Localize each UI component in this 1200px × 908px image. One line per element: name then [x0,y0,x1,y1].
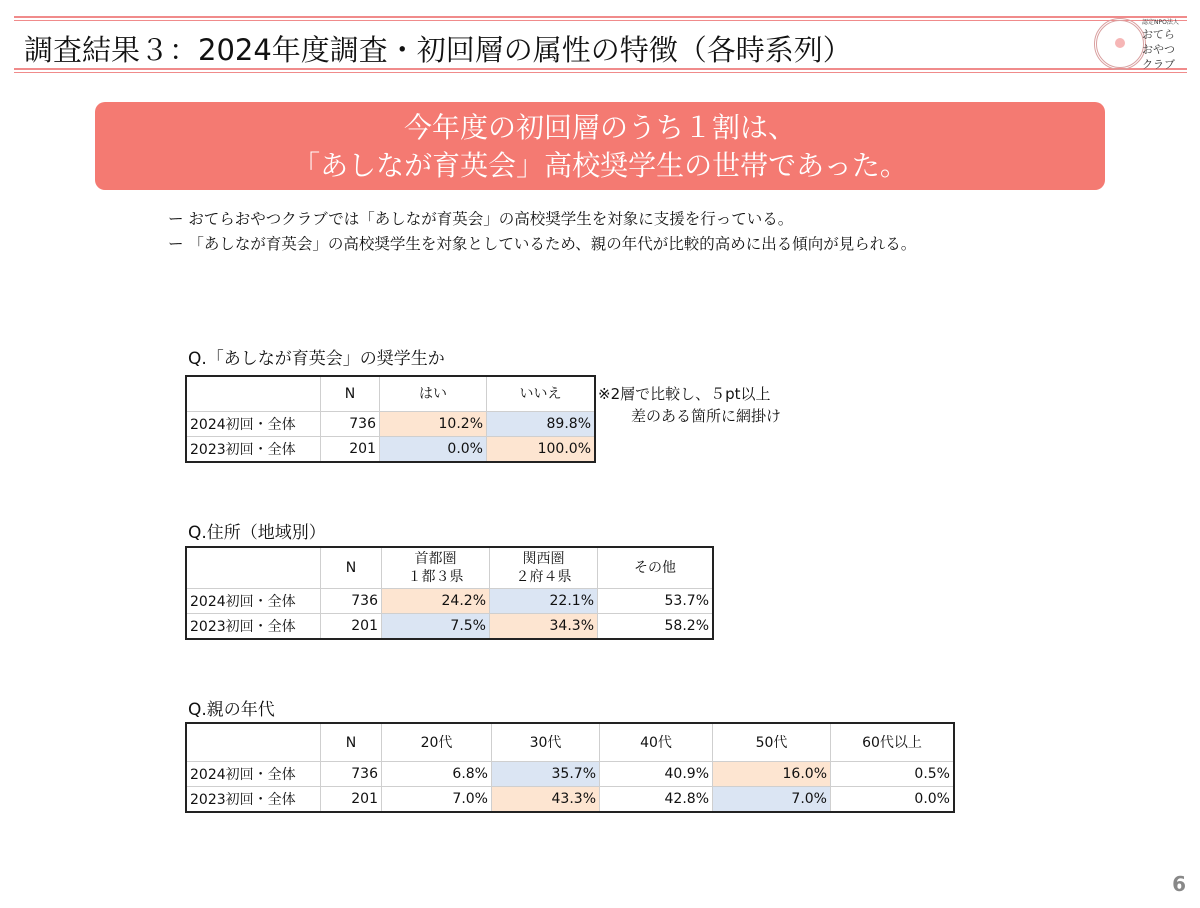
column-header: 首都圏 １都３県 [382,547,490,589]
table-cell: 42.8% [600,787,713,813]
column-header: その他 [598,547,714,589]
note-line: 差のある箇所に網掛け [631,407,782,425]
table-header-row [186,723,954,762]
page-number: 6 [1172,872,1186,896]
table-header-row [186,376,595,412]
row-label: 2024初回・全体 [186,412,321,437]
table-row [186,437,595,463]
table-cell: 40.9% [600,762,713,787]
bullet-item: ー おてらおやつクラブでは「あしなが育英会」の高校奨学生を対象に支援を行っている。 [168,210,794,228]
result-table [185,722,955,813]
logo-text [1142,19,1179,72]
table-header-row [186,547,713,589]
key-finding-banner [95,102,1105,190]
result-table [185,375,596,463]
question-label: Q.住所（地域別） [188,523,326,543]
column-header: 50代 [713,723,831,762]
top-rule-thin [14,20,1187,21]
table-cell: 7.5% [382,614,490,640]
table-cell: 736 [321,762,382,787]
table-cell: 35.7% [492,762,600,787]
table-cell: 7.0% [382,787,492,813]
question-label: Q.「あしなが育英会」の奨学生か [188,349,445,369]
column-header [186,723,321,762]
question-label: Q.親の年代 [188,700,275,720]
table-row [186,412,595,437]
table-cell: 53.7% [598,589,714,614]
column-header: N [321,547,382,589]
table-cell: 201 [321,787,382,813]
row-label: 2023初回・全体 [186,437,321,463]
table-cell: 89.8% [487,412,596,437]
page-title: 調査結果３：2024年度調査・初回層の属性の特徴（各時系列） [24,33,852,67]
column-header: 関西圏 ２府４県 [490,547,598,589]
result-table [185,546,714,640]
table-cell: 0.0% [380,437,487,463]
table-row [186,787,954,813]
table-cell: 22.1% [490,589,598,614]
column-header: 30代 [492,723,600,762]
logo-org-type: 認定NPO法人 [1142,19,1179,26]
table-cell: 10.2% [380,412,487,437]
table-cell: 0.5% [831,762,955,787]
logo-line: クラブ [1142,58,1175,71]
table-cell: 201 [321,614,382,640]
banner-line: 「あしなが育英会」高校奨学生の世帯であった。 [292,149,908,182]
bottom-rule [14,68,1187,70]
column-header: はい [380,376,487,412]
logo-line: おてら [1142,28,1175,41]
logo-face-icon [1115,38,1125,48]
top-rule [14,16,1187,18]
banner-line: 今年度の初回層のうち１割は、 [403,111,796,144]
column-header [186,547,321,589]
column-header: 60代以上 [831,723,955,762]
table-cell: 7.0% [713,787,831,813]
row-label: 2024初回・全体 [186,589,321,614]
bottom-rule-thin [14,72,1187,73]
table-cell: 736 [321,412,380,437]
table-cell: 201 [321,437,380,463]
table-row [186,589,713,614]
shading-note [598,383,781,427]
logo-line: おやつ [1142,43,1175,56]
row-label: 2023初回・全体 [186,787,321,813]
row-label: 2023初回・全体 [186,614,321,640]
row-label: 2024初回・全体 [186,762,321,787]
table-cell: 24.2% [382,589,490,614]
note-line: ※2層で比較し、５pt以上 [598,385,771,403]
table-cell: 6.8% [382,762,492,787]
column-header: 20代 [382,723,492,762]
bullet-item: ー 「あしなが育英会」の高校奨学生を対象としているため、親の年代が比較的高めに出る傾向が見られる。 [168,235,917,253]
bullet-list [168,207,916,257]
column-header: いいえ [487,376,596,412]
table-row [186,762,954,787]
table-cell: 43.3% [492,787,600,813]
column-header [186,376,321,412]
column-header: N [321,723,382,762]
column-header: 40代 [600,723,713,762]
column-header: N [321,376,380,412]
table-cell: 736 [321,589,382,614]
table-cell: 0.0% [831,787,955,813]
table-cell: 100.0% [487,437,596,463]
table-cell: 16.0% [713,762,831,787]
table-cell: 34.3% [490,614,598,640]
table-row [186,614,713,640]
table-cell: 58.2% [598,614,714,640]
